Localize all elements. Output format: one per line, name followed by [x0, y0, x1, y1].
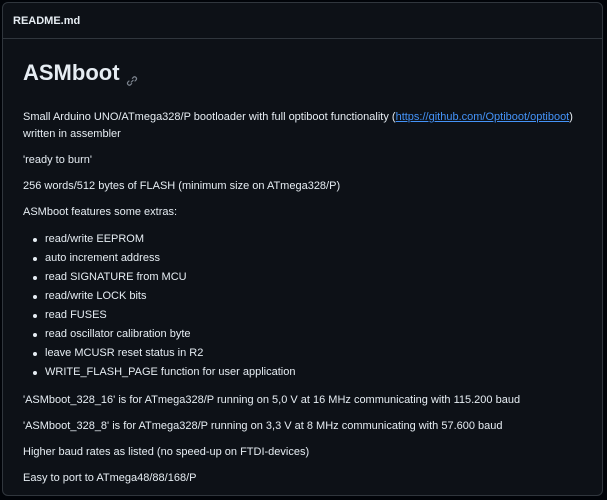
readme-filename[interactable]: README.md — [13, 14, 81, 27]
ready-text: 'ready to burn' — [23, 154, 93, 166]
link-icon[interactable] — [126, 67, 138, 79]
port-note: Easy to port to ATmega48/88/168/P — [23, 472, 197, 484]
list-item: auto increment address — [45, 249, 582, 268]
features-heading: ASMboot features some extras: — [23, 206, 178, 218]
intro-suffix: ) written in assembler — [23, 111, 573, 140]
readme-title — [23, 51, 582, 95]
baud-note: Higher baud rates as listed (no speed-up on FTDI-devices) — [23, 446, 310, 458]
readme-title-text: ASMboot — [23, 60, 120, 85]
list-item: read/write EEPROM — [45, 230, 582, 249]
readme-panel — [2, 2, 603, 496]
list-item: read oscillator calibration byte — [45, 325, 582, 344]
list-item: read FUSES — [45, 306, 582, 325]
list-item: read/write LOCK bits — [45, 287, 582, 306]
intro-prefix: Small Arduino UNO/ATmega328/P bootloader with full optiboot functionality ( — [23, 111, 396, 123]
variant-8-text: 'ASMboot_328_8' is for ATmega328/P running on 3,3 V at 8 MHz communicating with 57.600 baud — [23, 420, 503, 432]
readme-intro — [23, 109, 582, 143]
variant-16-text: 'ASMboot_328_16' is for ATmega328/P running on 5,0 V at 16 MHz communicating with 115.200 baud — [23, 394, 521, 406]
list-item: leave MCUSR reset status in R2 — [45, 344, 582, 363]
list-item: WRITE_FLASH_PAGE function for user application — [45, 363, 582, 382]
optiboot-link[interactable]: https://github.com/Optiboot/optiboot — [395, 111, 570, 123]
features-list — [23, 230, 582, 382]
readme-content — [3, 39, 602, 487]
size-text: 256 words/512 bytes of FLASH (minimum size on ATmega328/P) — [23, 180, 341, 192]
readme-header — [3, 3, 602, 39]
list-item: read SIGNATURE from MCU — [45, 268, 582, 287]
